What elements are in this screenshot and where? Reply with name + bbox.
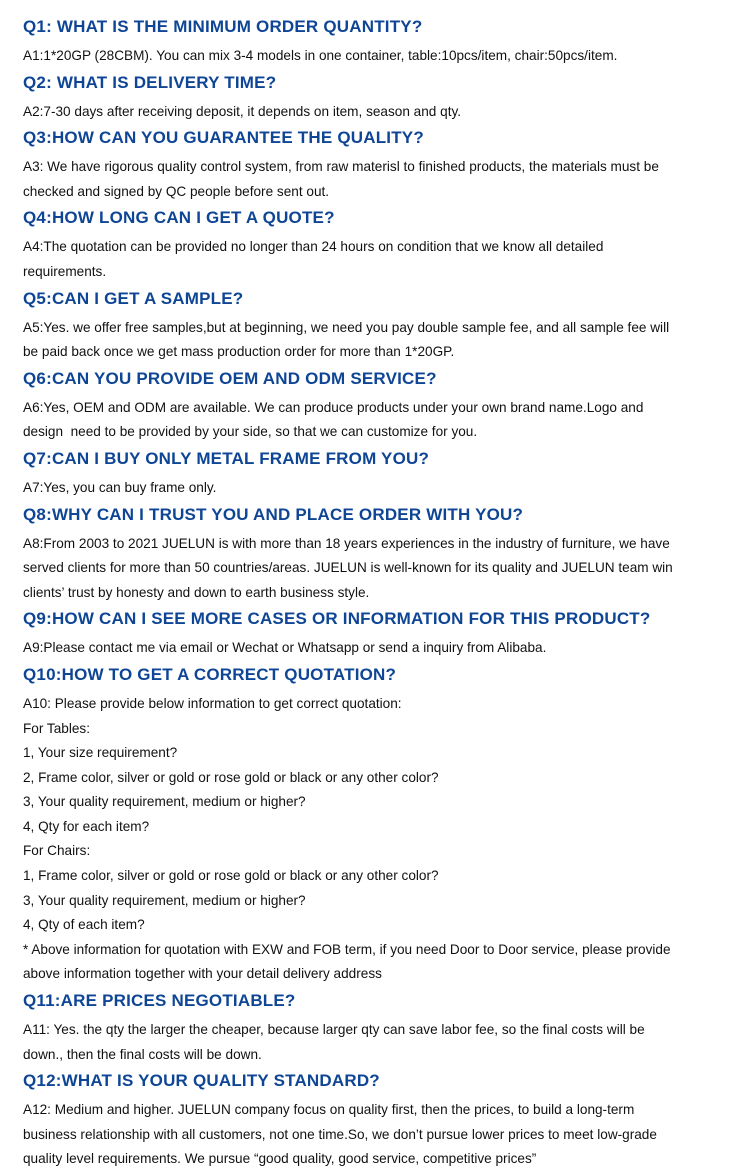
answer-line: A10: Please provide below information to get correct quotation: bbox=[23, 695, 402, 711]
answer-line: be paid back once we get mass production order for more than 1*20GP. bbox=[23, 344, 455, 360]
faq-answer-7 bbox=[23, 476, 723, 501]
faq-question-7: Q7:CAN I BUY ONLY METAL FRAME FROM YOU? bbox=[23, 448, 430, 468]
answer-line: A11: Yes. the qty the larger the cheaper, because larger qty can save labor fee, so the final costs will be bbox=[23, 1022, 645, 1038]
faq-question-11: Q11:ARE PRICES NEGOTIABLE? bbox=[23, 991, 296, 1011]
answer-subheading-chairs: For Chairs: bbox=[23, 843, 91, 859]
answer-line: checked and signed by QC people before sent out. bbox=[23, 183, 330, 199]
answer-list-item: 1, Frame color, silver or gold or rose gold or black or any other color? bbox=[23, 868, 439, 884]
answer-note: above information together with your detail delivery address bbox=[23, 966, 382, 982]
answer-line: A7:Yes, you can buy frame only. bbox=[23, 479, 217, 495]
answer-list-item: 2, Frame color, silver or gold or rose gold or black or any other color? bbox=[23, 769, 439, 785]
answer-line: A6:Yes, OEM and ODM are available. We can produce products under your own brand name.Logo and bbox=[23, 399, 644, 415]
answer-line: A5:Yes. we offer free samples,but at beginning, we need you pay double sample fee, and all sample fee will bbox=[23, 319, 670, 335]
answer-line: requirements. bbox=[23, 263, 107, 279]
answer-line: A2:7-30 days after receiving deposit, it depends on item, season and qty. bbox=[23, 103, 462, 119]
answer-line: design need to be provided by your side, so that we can customize for you. bbox=[23, 424, 478, 440]
faq-question-4: Q4:HOW LONG CAN I GET A QUOTE? bbox=[23, 208, 335, 228]
answer-list-item: 3, Your quality requirement, medium or higher? bbox=[23, 892, 306, 908]
answer-line: A8:From 2003 to 2021 JUELUN is with more than 18 years experiences in the industry of furniture, we have bbox=[23, 535, 670, 551]
answer-line: down., then the final costs will be down. bbox=[23, 1046, 262, 1062]
faq-question-10: Q10:HOW TO GET A CORRECT QUOTATION? bbox=[23, 664, 397, 684]
answer-list-item: 3, Your quality requirement, medium or higher? bbox=[23, 794, 306, 810]
faq-answer-4 bbox=[23, 235, 723, 284]
faq-answer-11 bbox=[23, 1018, 723, 1067]
faq-question-6: Q6:CAN YOU PROVIDE OEM AND ODM SERVICE? bbox=[23, 368, 437, 388]
faq-question-8: Q8:WHY CAN I TRUST YOU AND PLACE ORDER WITH YOU? bbox=[23, 504, 524, 524]
answer-line: A3: We have rigorous quality control system, from raw materisl to finished products, the materials must be bbox=[23, 159, 659, 175]
answer-line: A9:Please contact me via email or Wechat or Whatsapp or send a inquiry from Alibaba. bbox=[23, 640, 547, 656]
faq-answer-6 bbox=[23, 396, 723, 445]
answer-line: A4:The quotation can be provided no longer than 24 hours on condition that we know all detailed bbox=[23, 239, 604, 255]
answer-line: A1:1*20GP (28CBM). You can mix 3-4 models in one container, table:10pcs/item, chair:50pcs/item. bbox=[23, 48, 618, 63]
faq-answer-8 bbox=[23, 532, 723, 606]
faq-answer-9 bbox=[23, 636, 723, 661]
faq-question-12: Q12:WHAT IS YOUR QUALITY STANDARD? bbox=[23, 1071, 380, 1091]
faq-answer-12 bbox=[23, 1098, 723, 1172]
faq-answer-1 bbox=[23, 44, 723, 69]
answer-line: served clients for more than 50 countries/areas. JUELUN is well-known for its quality and JUELUN team win bbox=[23, 560, 673, 576]
faq-question-3: Q3:HOW CAN YOU GUARANTEE THE QUALITY? bbox=[23, 128, 424, 148]
answer-list-item: 1, Your size requirement? bbox=[23, 745, 178, 761]
faq-question-9: Q9:HOW CAN I SEE MORE CASES OR INFORMATION FOR THIS PRODUCT? bbox=[23, 609, 651, 629]
answer-list-item: 4, Qty for each item? bbox=[23, 818, 150, 834]
faq-answer-5 bbox=[23, 316, 723, 365]
faq-list bbox=[23, 16, 723, 1175]
faq-answer-3 bbox=[23, 155, 723, 204]
faq-answer-10 bbox=[23, 692, 723, 987]
answer-note: * Above information for quotation with EXW and FOB term, if you need Door to Door service, please provide bbox=[23, 941, 671, 957]
faq-question-5: Q5:CAN I GET A SAMPLE? bbox=[23, 288, 244, 308]
answer-line: business relationship with all customers, not one time.So, we don’t pursue lower prices to meet low-grade bbox=[23, 1126, 657, 1142]
answer-line: clients’ trust by honesty and down to earth business style. bbox=[23, 584, 370, 600]
answer-line: A12: Medium and higher. JUELUN company focus on quality first, then the prices, to build a long-term bbox=[23, 1102, 635, 1118]
answer-list-item: 4, Qty of each item? bbox=[23, 917, 145, 933]
faq-answer-2 bbox=[23, 100, 723, 125]
faq-question-1: Q1: WHAT IS THE MINIMUM ORDER QUANTITY? bbox=[23, 17, 423, 36]
answer-line: quality level requirements. We pursue “good quality, good service, competitive prices” bbox=[23, 1151, 537, 1167]
faq-question-2: Q2: WHAT IS DELIVERY TIME? bbox=[23, 72, 277, 92]
answer-subheading-tables: For Tables: bbox=[23, 720, 90, 736]
